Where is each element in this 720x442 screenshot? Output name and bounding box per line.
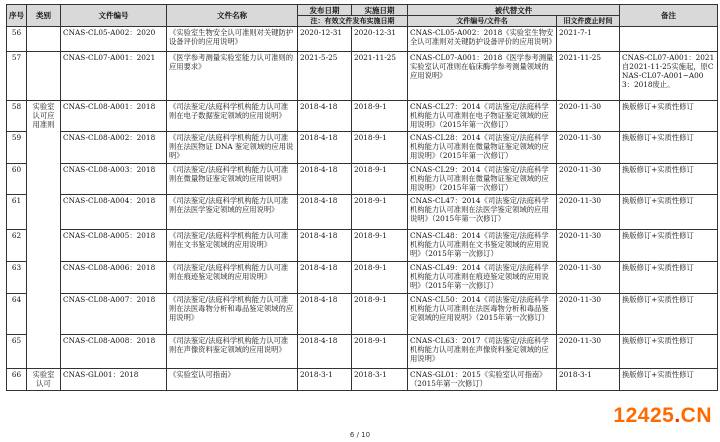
header-replaced: 被代替文件	[408, 5, 620, 16]
cell-abolish: 2020-11-30	[557, 195, 620, 230]
cell-remarks: 换版修订+实质性修订	[620, 230, 718, 262]
cell-doc-no: CNAS-CL08-A002：2018	[61, 132, 167, 164]
cell-abolish: 2020-11-30	[557, 230, 620, 262]
table-row	[7, 164, 718, 195]
cell-doc-name: 《医学参考测量实验室能力认可准则的应用要求》	[167, 52, 298, 101]
table-row	[7, 369, 718, 391]
cell-doc-no: CNAS-GL001：2018	[61, 369, 167, 391]
cell-abolish: 2021-7-1	[557, 27, 620, 52]
table-row	[7, 101, 718, 132]
cell-replaced: CNAS-CL49：2014《司法鉴定/法庭科学机构能力认可准则在痕迹鉴定领域的应用说明》（2015年第一次修订）	[408, 262, 557, 294]
cell-doc-name: 《司法鉴定/法庭科学机构能力认可准则在痕迹鉴定领域的应用说明》	[167, 262, 298, 294]
cell-seq: 64	[7, 294, 27, 335]
cell-publish: 2018-3-1	[298, 369, 352, 391]
table-row	[7, 52, 718, 101]
cell-abolish: 2020-11-30	[557, 164, 620, 195]
cell-doc-no: CNAS-CL08-A008：2018	[61, 335, 167, 369]
table-row	[7, 262, 718, 294]
cell-remarks	[620, 27, 718, 52]
cell-seq: 66	[7, 369, 27, 391]
cell-remarks: 换版修订+实质性修订	[620, 294, 718, 335]
cell-seq: 58	[7, 101, 27, 132]
cell-effective: 2018-9-1	[352, 132, 408, 164]
cell-abolish: 2018-3-1	[557, 369, 620, 391]
header-category: 类别	[27, 5, 61, 27]
cell-replaced: CNAS-CL63：2017《司法鉴定/法庭科学机构能力认可准则在声像资料鉴定领域的应用说明》	[408, 335, 557, 369]
cell-doc-name: 《司法鉴定/法庭科学机构能力认可准则在微量物证鉴定领域的应用说明》	[167, 164, 298, 195]
cell-replaced: CNAS-CL05-A002：2018《实验室生物安全认可准则对关键防护设备评价的应用说明》	[408, 27, 557, 52]
cell-remarks: 换版修订+实质性修订	[620, 195, 718, 230]
document-table	[6, 4, 718, 391]
cell-seq: 59	[7, 132, 27, 164]
cell-effective: 2018-9-1	[352, 195, 408, 230]
cell-seq: 65	[7, 335, 27, 369]
table-row	[7, 132, 718, 164]
cell-publish: 2018-4-18	[298, 101, 352, 132]
cell-remarks: 换版修订+实质性修订	[620, 369, 718, 391]
cell-doc-name: 《司法鉴定/法庭科学机构能力认可准则在法医毒物分析和毒品鉴定领域的应用说明》	[167, 294, 298, 335]
cell-effective: 2021-11-25	[352, 52, 408, 101]
header-doc-name: 文件名称	[167, 5, 298, 27]
cell-category	[27, 27, 61, 52]
table-row	[7, 195, 718, 230]
cell-abolish: 2021-11-25	[557, 52, 620, 101]
cell-abolish: 2020-11-30	[557, 132, 620, 164]
cell-abolish: 2020-11-30	[557, 262, 620, 294]
cell-abolish: 2020-11-30	[557, 101, 620, 132]
cell-effective: 2018-9-1	[352, 230, 408, 262]
cell-category-lab-guide: 实验室认可	[27, 369, 61, 391]
cell-publish: 2018-4-18	[298, 262, 352, 294]
cell-replaced: CNAS-CL50：2014《司法鉴定/法庭科学机构能力认可准则在法医毒物分析和毒品鉴定领域的应用说明》（2015年第一次修订）	[408, 294, 557, 335]
cell-doc-name: 《司法鉴定/法庭科学机构能力认可准则在文书鉴定领域的应用说明》	[167, 230, 298, 262]
cell-effective: 2018-9-1	[352, 294, 408, 335]
cell-replaced: CNAS-CL48：2014《司法鉴定/法庭科学机构能力认可准则在文书鉴定领域的应用说明》（2015年第一次修订）	[408, 230, 557, 262]
cell-replaced: CNAS-CL27：2014《司法鉴定/法庭科学机构能力认可准则在电子物证鉴定领域的应用说明》（2015年第一次修订）	[408, 101, 557, 132]
cell-remarks: 换版修订+实质性修订	[620, 262, 718, 294]
header-remarks: 备注	[620, 5, 718, 27]
cell-abolish: 2020-11-30	[557, 335, 620, 369]
cell-seq: 56	[7, 27, 27, 52]
cell-remarks: 换版修订+实质性修订	[620, 132, 718, 164]
cell-seq: 63	[7, 262, 27, 294]
cell-replaced: CNAS-GL01：2015《实验室认可指南》（2015年第一次修订）	[408, 369, 557, 391]
cell-replaced: CNAS-CL07-A001：2018《医学参考测量实验室认可准则在临床酶学参考测量领域的应用说明》	[408, 52, 557, 101]
cell-seq: 60	[7, 164, 27, 195]
cell-publish: 2018-4-18	[298, 164, 352, 195]
cell-effective: 2018-9-1	[352, 101, 408, 132]
cell-doc-name: 《司法鉴定/法庭科学机构能力认可准则在法医学鉴定领域的应用说明》	[167, 195, 298, 230]
table-row	[7, 230, 718, 262]
cell-doc-no: CNAS-CL07-A001：2021	[61, 52, 167, 101]
cell-remarks: 换版修订+实质性修订	[620, 101, 718, 132]
header-effective-date: 实施日期	[352, 5, 408, 16]
table-row	[7, 27, 718, 52]
cell-doc-name: 《司法鉴定/法庭科学机构能力认可准则在法医物证 DNA 鉴定领域的应用说明》	[167, 132, 298, 164]
cell-replaced: CNAS-CL28：2014《司法鉴定/法庭科学机构能力认可准则在微量物证鉴定领域的应用说明》（2015年第一次修订）	[408, 132, 557, 164]
cell-remarks: 换版修订+实质性修订	[620, 164, 718, 195]
header-old-abolish: 旧文件废止时间	[557, 16, 620, 27]
cell-seq: 61	[7, 195, 27, 230]
cell-effective: 2018-9-1	[352, 335, 408, 369]
page-number: 6 / 10	[349, 431, 371, 439]
cell-doc-no: CNAS-CL08-A004：2018	[61, 195, 167, 230]
cell-effective: 2018-3-1	[352, 369, 408, 391]
header-note-row: 注：有效文件发布实施日期	[298, 16, 408, 27]
cell-remarks: CNAS-CL07-A001：2021自2021-11-25实施起，原CNAS-CL07-A001~A003：2018废止。	[620, 52, 718, 101]
cell-doc-no: CNAS-CL08-A006：2018	[61, 262, 167, 294]
cell-doc-no: CNAS-CL05-A002：2020	[61, 27, 167, 52]
watermark-dot: .	[674, 404, 681, 427]
cell-remarks: 换版修订+实质性修订	[620, 335, 718, 369]
watermark-suffix: CN	[680, 404, 712, 427]
header-replaced-no-name: 文件编号/文件名	[408, 16, 557, 27]
cell-publish: 2018-4-18	[298, 294, 352, 335]
cell-publish: 2018-4-18	[298, 335, 352, 369]
cell-doc-no: CNAS-CL08-A001：2018	[61, 101, 167, 132]
cell-effective: 2018-9-1	[352, 262, 408, 294]
cell-abolish: 2020-11-30	[557, 294, 620, 335]
cell-publish: 2018-4-18	[298, 132, 352, 164]
cell-category	[27, 52, 61, 101]
cell-publish: 2018-4-18	[298, 230, 352, 262]
watermark-number: 12425	[613, 404, 675, 427]
cell-seq: 62	[7, 230, 27, 262]
cell-seq: 57	[7, 52, 27, 101]
cell-doc-no: CNAS-CL08-A007：2018	[61, 294, 167, 335]
table-row	[7, 294, 718, 335]
cell-replaced: CNAS-CL29：2014《司法鉴定/法庭科学机构能力认可准则在微量物证鉴定领域的应用说明》（2015年第一次修订）	[408, 164, 557, 195]
cell-doc-name: 《司法鉴定/法庭科学机构能力认可准则在声像资料鉴定领域的应用说明》	[167, 335, 298, 369]
site-watermark	[613, 404, 712, 428]
cell-doc-no: CNAS-CL08-A005：2018	[61, 230, 167, 262]
cell-effective: 2020-12-31	[352, 27, 408, 52]
cell-doc-no: CNAS-CL08-A003：2018	[61, 164, 167, 195]
header-publish-date: 发布日期	[298, 5, 352, 16]
cell-replaced: CNAS-CL47：2014《司法鉴定/法庭科学机构能力认可准则在法医学鉴定领域的应用说明》（2015年第一次修订）	[408, 195, 557, 230]
header-seq: 序号	[7, 5, 27, 27]
cell-doc-name: 《实验室认可指南》	[167, 369, 298, 391]
cell-publish: 2018-4-18	[298, 195, 352, 230]
header-doc-no: 文件编号	[61, 5, 167, 27]
table-row	[7, 335, 718, 369]
cell-doc-name: 《实验室生物安全认可准则对关键防护设备评价的应用说明》	[167, 27, 298, 52]
cell-publish: 2021-5-25	[298, 52, 352, 101]
cell-doc-name: 《司法鉴定/法庭科学机构能力认可准则在电子数据鉴定领域的应用说明》	[167, 101, 298, 132]
cell-publish: 2020-12-31	[298, 27, 352, 52]
cell-effective: 2018-9-1	[352, 164, 408, 195]
cell-category-lab-rules: 实验室认可应用准则	[27, 101, 61, 369]
